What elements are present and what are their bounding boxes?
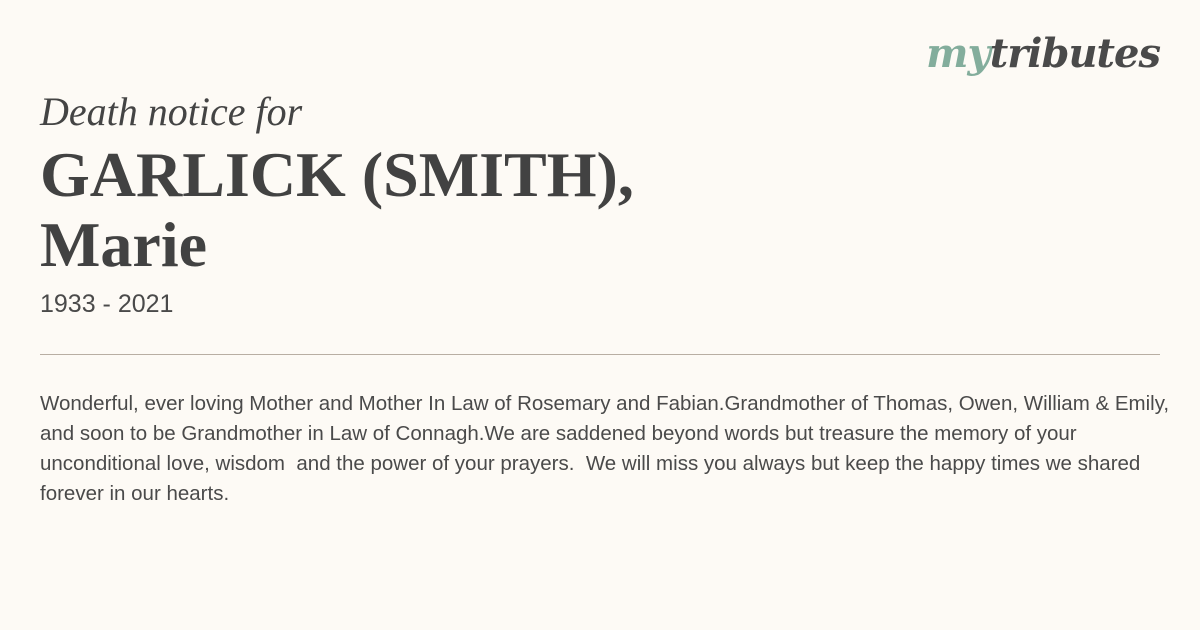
divider [40, 354, 1160, 355]
life-years: 1933 - 2021 [40, 290, 174, 318]
deceased-name-line1: GARLICK (SMITH), [40, 139, 634, 210]
notice-intro: Death notice for [40, 89, 303, 134]
deceased-name-line2: Marie [40, 209, 207, 280]
deceased-name [40, 140, 660, 280]
notice-message: Wonderful, ever loving Mother and Mother In Law of Rosemary and Fabian.Grandmother of Thomas, Owen, William & Emily, and soon to be Grandmother in Law of Connagh.We are saddened beyond words but treasure the memory of your unconditional love, wisdom and the power of your prayers. We will miss you always but keep the happy times we shared forever in our hearts. [40, 392, 1175, 505]
logo-my-text: my [926, 30, 990, 77]
logo-tributes-text: tributes [989, 30, 1160, 77]
mytributes-logo [926, 30, 1160, 77]
